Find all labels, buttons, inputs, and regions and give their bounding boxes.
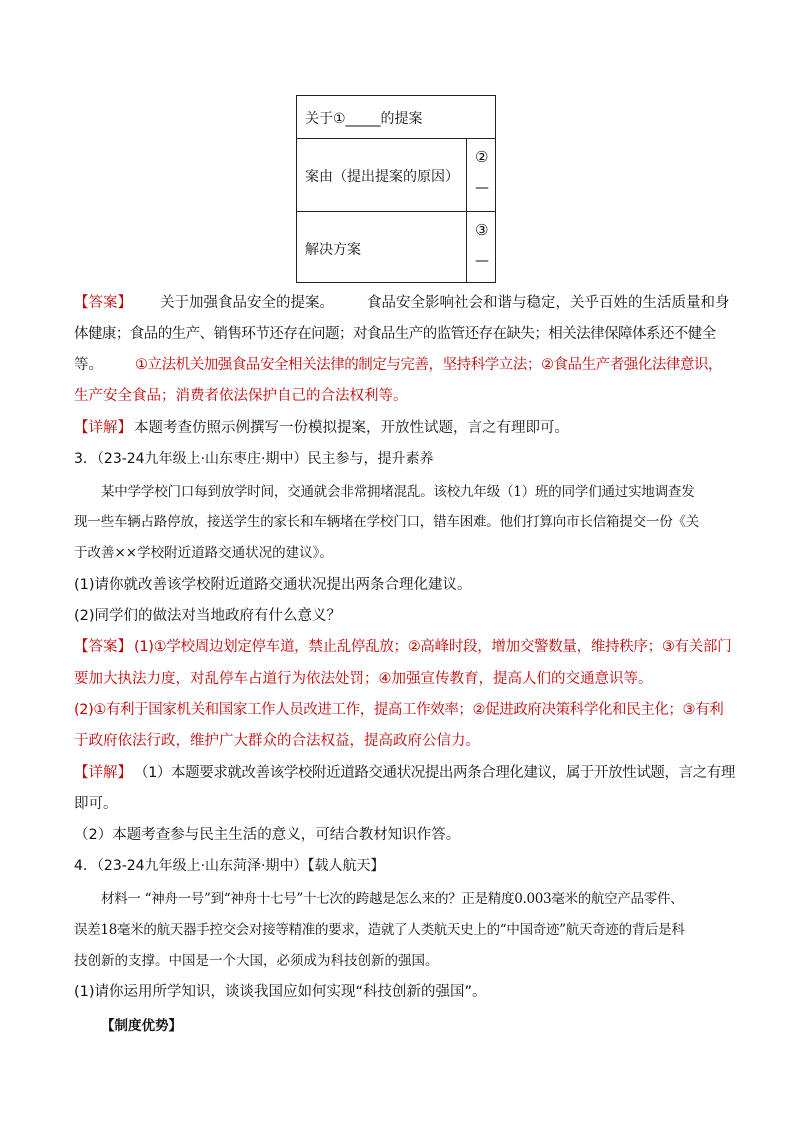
answer-text: 体健康；食品的生产、销售环节还存在问题；对食品生产的监管还存在缺失；相关法律保障体系还不健全 bbox=[74, 326, 716, 342]
section-heading: 【制度优势】 bbox=[101, 1018, 182, 1034]
table-reason-number: ② bbox=[475, 148, 489, 166]
detail-text: 本题考查仿照示例撰写一份模拟提案，开放性试题，言之有理即可。 bbox=[134, 420, 569, 436]
material-text: 材料一 “神舟一号”到“神舟十七号”十七次的跨越是怎么来的？正是精度0.003毫米的航空产品零件、 bbox=[101, 891, 684, 907]
material-text: 某中学学校门口每到放学时间，交通就会非常拥堵混乱。该校九年级（1）班的同学们通过实地调查发 bbox=[101, 484, 695, 500]
detail-text: （2）本题考查参与民主生活的意义，可结合教材知识作答。 bbox=[74, 827, 461, 843]
answer-text: 食品安全影响社会和谐与稳定，关乎百姓的生活质量和身 bbox=[367, 295, 730, 311]
question-header: 3．（23-24九年级上·山东枣庄·期中）民主参与，提升素养 bbox=[74, 451, 434, 467]
sub-question: (1)请你就改善该学校附近道路交通状况提出两条合理化建议。 bbox=[74, 577, 472, 593]
detail-text: 即可。 bbox=[74, 796, 118, 812]
material-text: 误差18毫米的航天器手控交会对接等精准的要求，造就了人类航天史上的“中国奇迹”航天奇迹的背后是科 bbox=[74, 922, 685, 938]
table-row-title bbox=[297, 96, 496, 139]
sub-question: (2)同学们的做法对当地政府有什么意义？ bbox=[74, 608, 342, 624]
question-header: 4．（23-24九年级上·山东菏泽·期中）【载人航天】 bbox=[74, 858, 385, 874]
table-reason-blank: — bbox=[475, 180, 489, 196]
table-solution-number: ③ bbox=[475, 221, 489, 239]
answer-text: ①立法机关加强食品安全相关法律的制定与完善，坚持科学立法；②食品生产者强化法律意识， bbox=[135, 357, 723, 373]
answer-text: 关于加强食品安全的提案。 bbox=[160, 295, 334, 311]
table-reason-label: 案由（提出提案的原因） bbox=[305, 169, 459, 185]
table-solution-blank: — bbox=[475, 253, 489, 269]
material-text: 现一些车辆占路停放，接送学生的家长和车辆堵在学校门口，错车困难。他们打算向市长信箱提交一份《关 bbox=[74, 514, 700, 530]
sub-question: (1)请你运用所学知识，谈谈我国应如何实现“科技创新的强国”。 bbox=[74, 984, 487, 1000]
answer-text: (2)①有利于国家机关和国家工作人员改进工作，提高工作效率；②促进政府决策科学化和民主化；③有利 bbox=[74, 702, 724, 718]
detail-tag: 【详解】 bbox=[74, 420, 132, 436]
material-text: 于改善××学校附近道路交通状况的建议》。 bbox=[74, 545, 333, 561]
answer-text: (1)①学校周边划定停车道，禁止乱停乱放；②高峰时段，增加交警数量，维持秩序；③有关部门 bbox=[134, 639, 732, 655]
table-solution-label: 解决方案 bbox=[305, 242, 361, 258]
answer-text: 等。 bbox=[74, 357, 103, 373]
table-title: 关于①_____的提案 bbox=[305, 111, 423, 127]
answer-text: 要加大执法力度，对乱停车占道行为依法处罚；④加强宣传教育，提高人们的交通意识等。 bbox=[74, 671, 653, 687]
material-text: 技创新的支撑。中国是一个大国，必须成为科技创新的强国。 bbox=[74, 953, 439, 969]
detail-text: （1）本题要求就改善该学校附近道路交通状况提出两条合理化建议，属于开放性试题，言之有理 bbox=[134, 765, 736, 781]
proposal-table bbox=[296, 95, 496, 283]
answer-text: 生产安全食品；消费者依法保护自己的合法权利等。 bbox=[74, 388, 408, 404]
answer-tag: 【答案】 bbox=[74, 639, 132, 655]
detail-tag: 【详解】 bbox=[74, 765, 132, 781]
table-divider bbox=[466, 138, 467, 283]
answer-text: 于政府依法行政，维护广大群众的合法权益，提高政府公信力。 bbox=[74, 733, 480, 749]
answer-tag: 【答案】 bbox=[74, 295, 132, 311]
